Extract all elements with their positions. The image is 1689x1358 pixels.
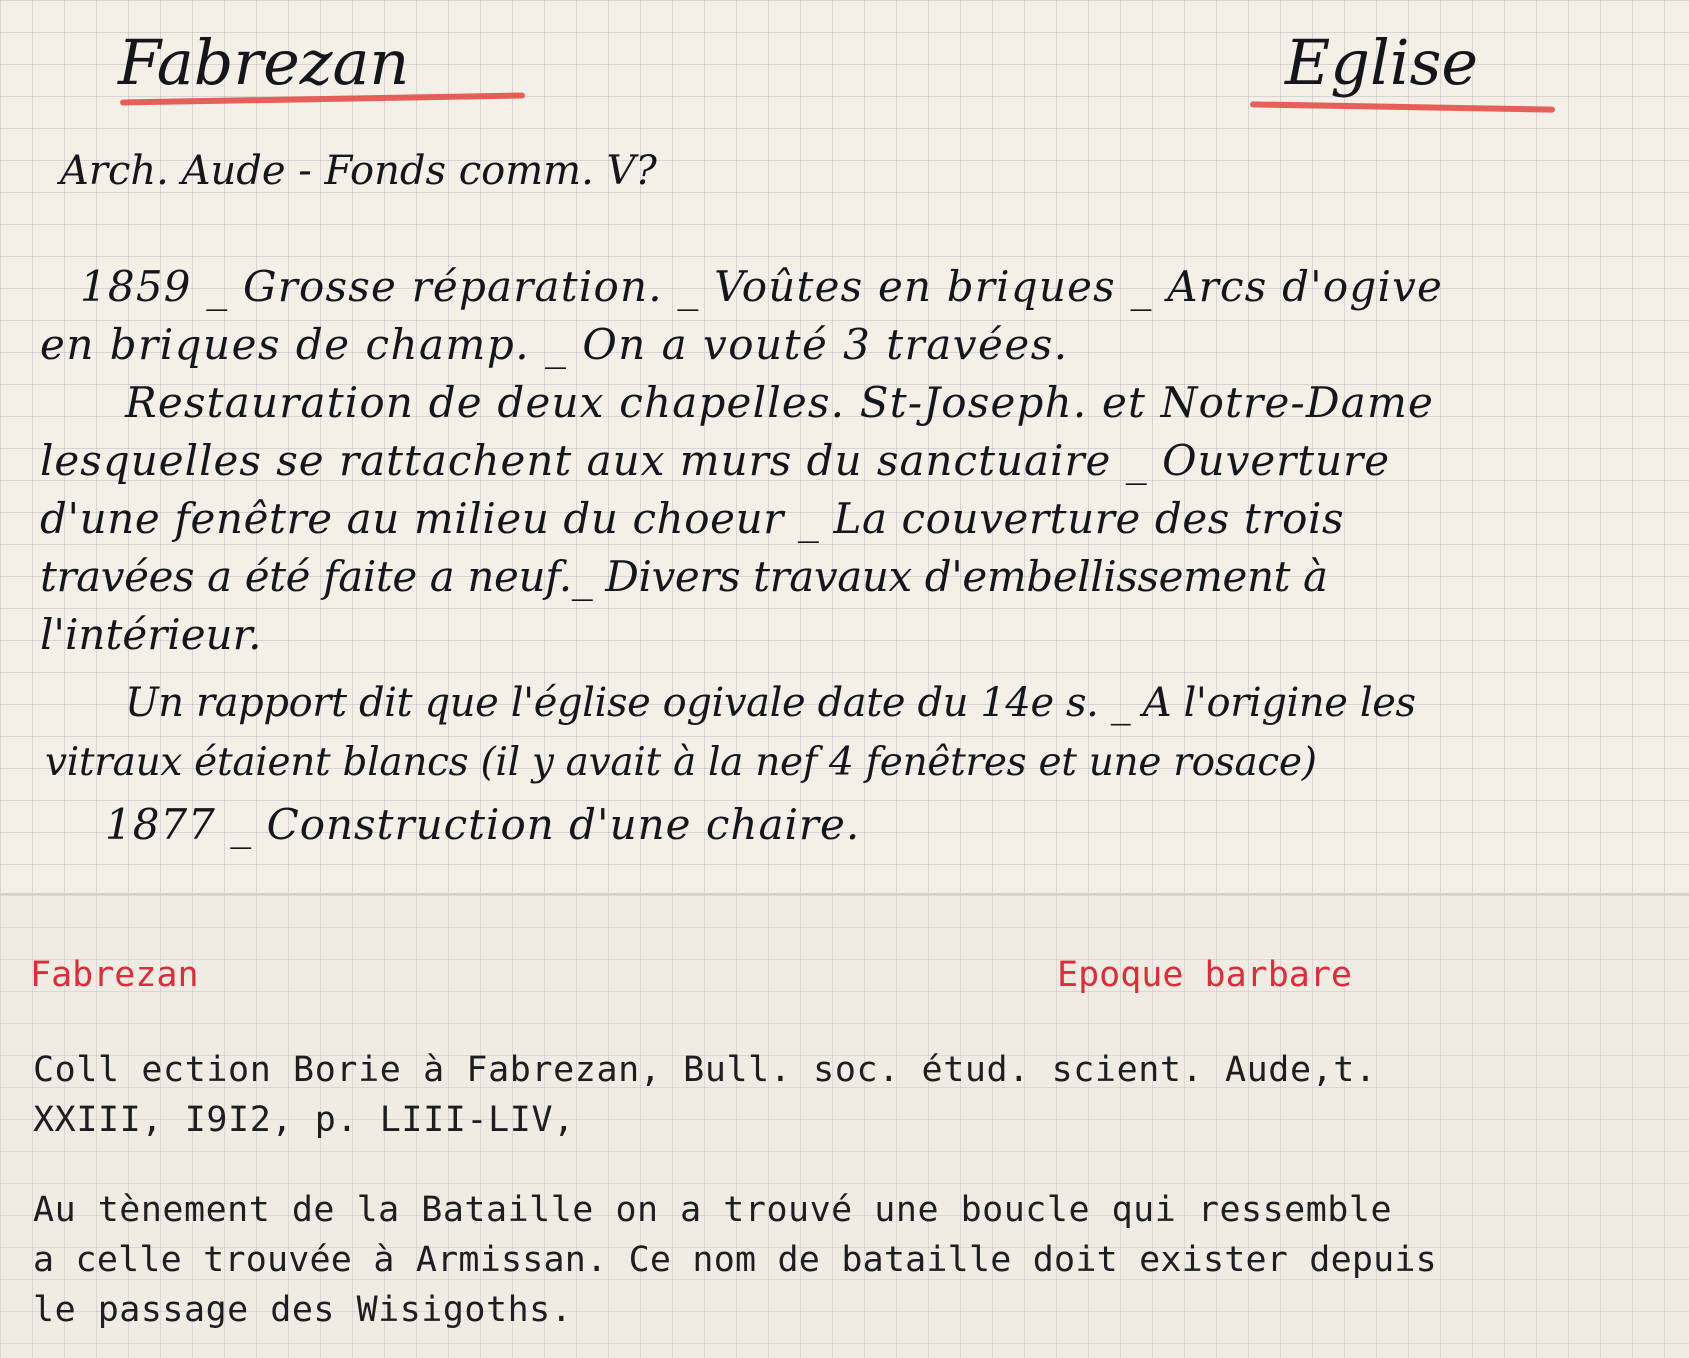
subject-red-underline: [1250, 101, 1555, 112]
typed-text-line-2: a celle trouvée à Armissan. Ce nom de bataille doit exister depuis: [33, 1240, 1437, 1280]
card-line-3: Restauration de deux chapelles. St-Joseph. et Notre-Dame: [125, 378, 1435, 427]
card-line-4: lesquelles se rattachent aux murs du sanctuaire _ Ouverture: [40, 436, 1391, 485]
card-line-10: 1877 _ Construction d'une chaire.: [105, 800, 861, 849]
typed-place-heading: Fabrezan: [30, 955, 199, 995]
card-line-9: vitraux étaient blancs (il y avait à la nef 4 fenêtres et une rosace): [45, 740, 1317, 785]
card-line-2: en briques de champ. _ On a vouté 3 travées.: [40, 320, 1069, 369]
card-subject-heading: Eglise: [1285, 26, 1479, 99]
card-place-heading: Fabrezan: [118, 26, 410, 99]
card-line-5: d'une fenêtre au milieu du choeur _ La couverture des trois: [40, 494, 1345, 543]
card-line-7: l'intérieur.: [40, 610, 262, 659]
typed-text-line-1: Au tènement de la Bataille on a trouvé une boucle qui ressemble: [33, 1190, 1393, 1230]
card-line-1: 1859 _ Grosse réparation. _ Voûtes en briques _ Arcs d'ogive: [80, 262, 1444, 311]
typed-reference-line-2: XXIII, I9I2, p. LIII-LIV,: [33, 1100, 575, 1140]
card-source: Arch. Aude - Fonds comm. V?: [60, 148, 657, 194]
typed-index-card: [0, 893, 1689, 1358]
card-line-8: Un rapport dit que l'église ogivale date du 14e s. _ A l'origine les: [125, 680, 1416, 726]
card-line-6: travées a été faite a neuf._ Divers travaux d'embellissement à: [40, 552, 1328, 601]
typed-text-line-3: le passage des Wisigoths.: [33, 1290, 573, 1330]
typed-reference-line-1: Coll ection Borie à Fabrezan, Bull. soc. étud. scient. Aude,t.: [33, 1050, 1377, 1090]
typed-period-heading: Epoque barbare: [1057, 955, 1353, 995]
